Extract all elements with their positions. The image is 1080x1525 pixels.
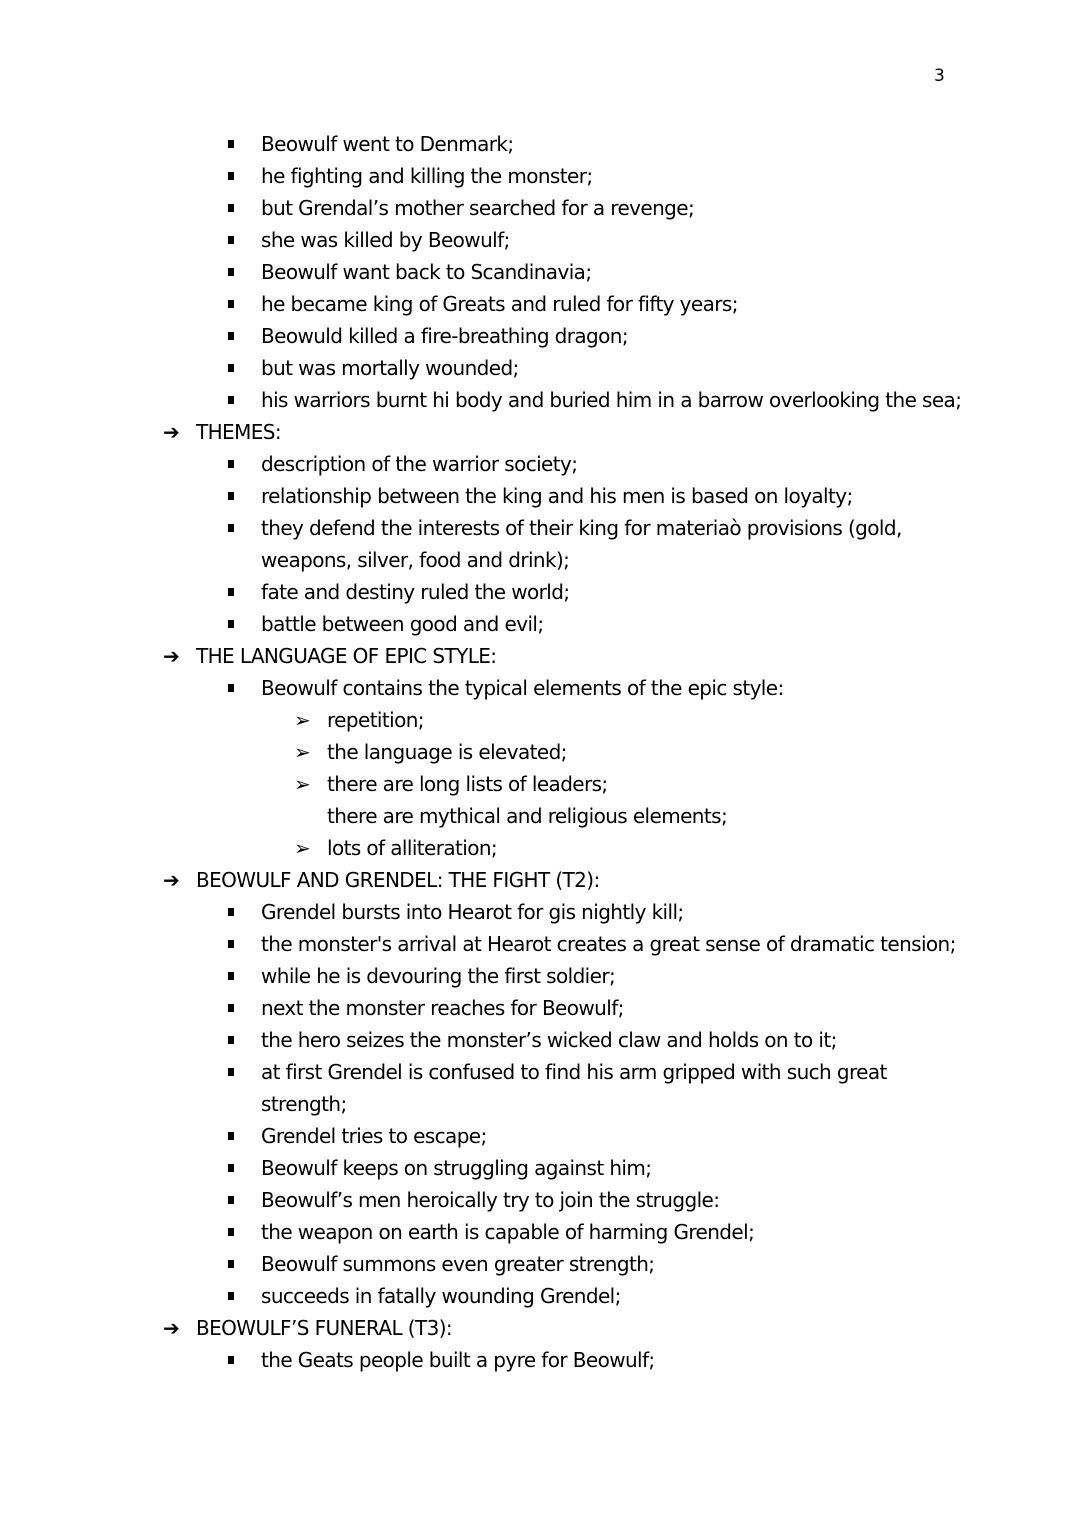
list-item-text: battle between good and evil; (261, 612, 544, 636)
sub-list-item (0, 704, 1080, 736)
list-item (0, 256, 1080, 288)
list-item (0, 192, 1080, 224)
list-item-continuation (0, 1088, 1080, 1120)
bullet-square-icon (228, 300, 234, 308)
list-item (0, 320, 1080, 352)
list-item-text: relationship between the king and his men is based on loyalty; (261, 484, 853, 508)
list-item (0, 448, 1080, 480)
list-item (0, 480, 1080, 512)
section-heading-text: THEMES: (196, 420, 282, 444)
bullet-square-icon (228, 204, 234, 212)
bullet-square-icon (228, 1004, 234, 1012)
bullet-square-icon (228, 1036, 234, 1044)
list-item (0, 992, 1080, 1024)
sub-list-item-text: the language is elevated; (327, 740, 567, 764)
list-item-text: but was mortally wounded; (261, 356, 519, 380)
bullet-square-icon (228, 492, 234, 500)
list-item (0, 128, 1080, 160)
list-item-text: at first Grendel is confused to find his arm gripped with such great (261, 1060, 887, 1084)
list-item-text: his warriors burnt hi body and buried him in a barrow overlooking the sea; (261, 388, 962, 412)
list-item (0, 1056, 1080, 1088)
list-item-text: he fighting and killing the monster; (261, 164, 593, 188)
section-heading-themes (0, 416, 1080, 448)
section-heading-funeral (0, 1312, 1080, 1344)
sub-list-item-text: there are long lists of leaders; (327, 772, 608, 796)
list-item (0, 960, 1080, 992)
list-item-text: Beowulf want back to Scandinavia; (261, 260, 592, 284)
sub-list-item-text: there are mythical and religious elements; (327, 804, 728, 828)
arrowhead-icon: ➢ (294, 740, 311, 764)
bullet-square-icon (228, 940, 234, 948)
bullet-square-icon (228, 1228, 234, 1236)
list-item-continuation (0, 544, 1080, 576)
list-item-text: next the monster reaches for Beowulf; (261, 996, 624, 1020)
list-item (0, 384, 1080, 416)
bullet-square-icon (228, 908, 234, 916)
list-item-text: they defend the interests of their king for materiaò provisions (gold, (261, 516, 902, 540)
list-item-text: but Grendal’s mother searched for a revenge; (261, 196, 695, 220)
list-item (0, 1184, 1080, 1216)
list-item (0, 928, 1080, 960)
section-heading-text: BEOWULF’S FUNERAL (T3): (196, 1316, 453, 1340)
bullet-square-icon (228, 364, 234, 372)
bullet-square-icon (228, 1196, 234, 1204)
list-item (0, 1024, 1080, 1056)
list-item (0, 1120, 1080, 1152)
arrow-right-icon: ➔ (163, 1316, 180, 1340)
section-heading-text: THE LANGUAGE OF EPIC STYLE: (196, 644, 497, 668)
list-item (0, 672, 1080, 704)
list-item (0, 160, 1080, 192)
list-item (0, 608, 1080, 640)
sub-list-item (0, 832, 1080, 864)
bullet-square-icon (228, 524, 234, 532)
list-item-text: weapons, silver, food and drink); (261, 548, 570, 572)
list-item-text: fate and destiny ruled the world; (261, 580, 570, 604)
arrow-right-icon: ➔ (163, 868, 180, 892)
bullet-square-icon (228, 1356, 234, 1364)
list-item-text: succeeds in fatally wounding Grendel; (261, 1284, 621, 1308)
list-item (0, 1152, 1080, 1184)
bullet-square-icon (228, 972, 234, 980)
list-item-text: description of the warrior society; (261, 452, 578, 476)
list-item (0, 896, 1080, 928)
list-item-text: Beowuld killed a fire-breathing dragon; (261, 324, 628, 348)
bullet-square-icon (228, 268, 234, 276)
arrowhead-icon: ➢ (294, 708, 311, 732)
bullet-square-icon (228, 1260, 234, 1268)
bullet-square-icon (228, 460, 234, 468)
section-heading-text: BEOWULF AND GRENDEL: THE FIGHT (T2): (196, 868, 600, 892)
list-item (0, 512, 1080, 544)
list-item-text: Beowulf summons even greater strength; (261, 1252, 655, 1276)
list-item (0, 1248, 1080, 1280)
list-item-text: he became king of Greats and ruled for fifty years; (261, 292, 738, 316)
bullet-square-icon (228, 620, 234, 628)
bullet-square-icon (228, 236, 234, 244)
bullet-square-icon (228, 684, 234, 692)
arrowhead-icon: ➢ (294, 772, 311, 796)
list-item-text: while he is devouring the first soldier; (261, 964, 616, 988)
list-item-text: strength; (261, 1092, 347, 1116)
bullet-square-icon (228, 396, 234, 404)
bullet-square-icon (228, 1292, 234, 1300)
list-item-text: the monster's arrival at Hearot creates a great sense of dramatic tension; (261, 932, 956, 956)
list-item-text: the hero seizes the monster’s wicked claw and holds on to it; (261, 1028, 837, 1052)
sub-list-item (0, 768, 1080, 800)
bullet-square-icon (228, 588, 234, 596)
list-item-text: Beowulf keeps on struggling against him; (261, 1156, 652, 1180)
bullet-square-icon (228, 332, 234, 340)
section-heading-fight (0, 864, 1080, 896)
list-item-text: Beowulf’s men heroically try to join the struggle: (261, 1188, 720, 1212)
list-item (0, 288, 1080, 320)
list-item-text: the Geats people built a pyre for Beowulf; (261, 1348, 655, 1372)
list-item (0, 1344, 1080, 1376)
list-item (0, 1280, 1080, 1312)
arrow-right-icon: ➔ (163, 420, 180, 444)
arrowhead-icon: ➢ (294, 836, 311, 860)
bullet-square-icon (228, 1068, 234, 1076)
bullet-square-icon (228, 1164, 234, 1172)
sub-list-item-text: lots of alliteration; (327, 836, 498, 860)
list-item-text: the weapon on earth is capable of harming Grendel; (261, 1220, 755, 1244)
list-item-text: Beowulf contains the typical elements of the epic style: (261, 676, 784, 700)
list-item (0, 224, 1080, 256)
notes-content (0, 128, 1080, 1376)
list-item-text: she was killed by Beowulf; (261, 228, 510, 252)
list-item-text: Grendel bursts into Hearot for gis nightly kill; (261, 900, 684, 924)
list-item (0, 352, 1080, 384)
list-item (0, 576, 1080, 608)
page-number: 3 (934, 66, 945, 86)
list-item-text: Grendel tries to escape; (261, 1124, 487, 1148)
sub-list-item (0, 736, 1080, 768)
sub-list-item-text: repetition; (327, 708, 424, 732)
arrow-right-icon: ➔ (163, 644, 180, 668)
bullet-square-icon (228, 172, 234, 180)
section-heading-language (0, 640, 1080, 672)
bullet-square-icon (228, 1132, 234, 1140)
bullet-square-icon (228, 140, 234, 148)
list-item-text: Beowulf went to Denmark; (261, 132, 514, 156)
list-item (0, 1216, 1080, 1248)
sub-list-item (0, 800, 1080, 832)
